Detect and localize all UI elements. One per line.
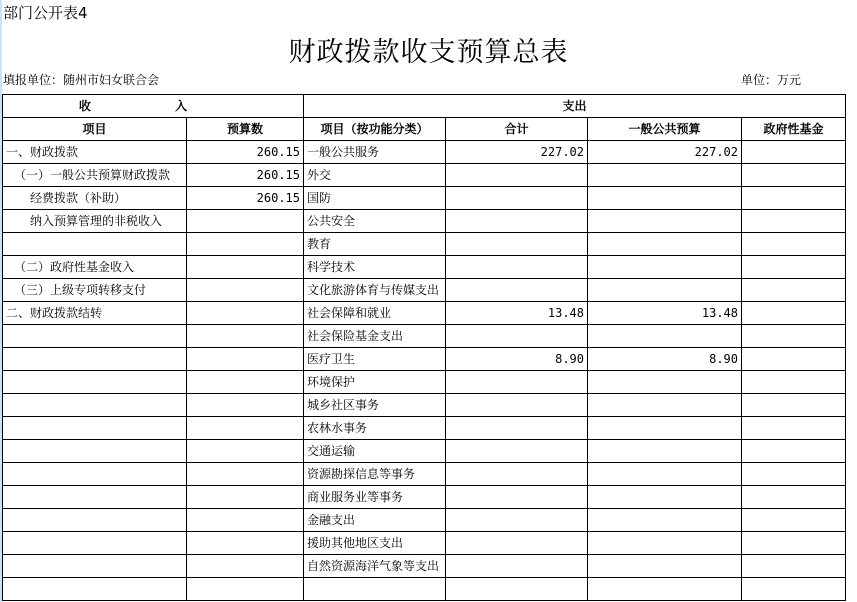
- expense-header: 支出: [304, 95, 846, 118]
- expense-fund-cell[interactable]: [742, 141, 846, 164]
- page-label: 部门公开表4: [3, 4, 88, 22]
- expense-general-cell[interactable]: [588, 279, 742, 302]
- expense-fund-cell[interactable]: [742, 233, 846, 256]
- income-item-cell[interactable]: 一、财政拨款: [3, 141, 187, 164]
- expense-general-cell[interactable]: [588, 164, 742, 187]
- expense-fund-cell[interactable]: [742, 348, 846, 371]
- expense-fund-cell[interactable]: [742, 555, 846, 578]
- col-item: 项目: [3, 118, 187, 141]
- table-row: [3, 279, 846, 302]
- table-row: [3, 325, 846, 348]
- income-item-cell[interactable]: [3, 394, 187, 417]
- expense-general-cell[interactable]: [588, 417, 742, 440]
- expense-total-cell[interactable]: [446, 463, 588, 486]
- income-budget-cell[interactable]: [187, 532, 304, 555]
- income-budget-cell[interactable]: [187, 509, 304, 532]
- expense-fund-cell[interactable]: [742, 210, 846, 233]
- expense-general-cell[interactable]: [588, 394, 742, 417]
- income-budget-cell[interactable]: 260.15: [187, 164, 304, 187]
- currency-unit: 单位：万元: [741, 73, 802, 87]
- expense-fund-cell[interactable]: [742, 187, 846, 210]
- income-budget-cell[interactable]: [187, 417, 304, 440]
- expense-total-cell[interactable]: [446, 233, 588, 256]
- income-budget-cell[interactable]: [187, 463, 304, 486]
- expense-item-cell[interactable]: 国防: [304, 187, 446, 210]
- expense-item-cell[interactable]: 科学技术: [304, 256, 446, 279]
- expense-fund-cell[interactable]: [742, 463, 846, 486]
- expense-total-cell[interactable]: [446, 417, 588, 440]
- expense-total-cell[interactable]: 8.90: [446, 348, 588, 371]
- table-row: [3, 486, 846, 509]
- expense-general-cell[interactable]: [588, 578, 742, 601]
- expense-item-cell[interactable]: 外交: [304, 164, 446, 187]
- budget-table: [2, 94, 846, 601]
- income-budget-cell[interactable]: [187, 486, 304, 509]
- expense-general-cell[interactable]: 13.48: [588, 302, 742, 325]
- expense-total-cell[interactable]: [446, 279, 588, 302]
- expense-total-cell[interactable]: [446, 532, 588, 555]
- income-item-cell[interactable]: [3, 578, 187, 601]
- expense-item-cell[interactable]: 农林水事务: [304, 417, 446, 440]
- income-item-cell[interactable]: 经费拨款（补助）: [3, 187, 187, 210]
- report-title: 财政拨款收支预算总表: [288, 37, 569, 68]
- income-item-cell[interactable]: [3, 555, 187, 578]
- expense-item-cell[interactable]: 自然资源海洋气象等支出: [304, 555, 446, 578]
- expense-total-cell[interactable]: 227.02: [446, 141, 588, 164]
- expense-general-cell[interactable]: [588, 555, 742, 578]
- income-budget-cell[interactable]: 260.15: [187, 187, 304, 210]
- expense-total-cell[interactable]: [446, 325, 588, 348]
- col-general-budget: 一般公共预算: [588, 118, 742, 141]
- table-row: [3, 417, 846, 440]
- table-row: [3, 555, 846, 578]
- income-item-cell[interactable]: （二）政府性基金收入: [3, 256, 187, 279]
- expense-general-cell[interactable]: [588, 486, 742, 509]
- table-row: [3, 256, 846, 279]
- expense-total-cell[interactable]: [446, 371, 588, 394]
- table-row: [3, 463, 846, 486]
- expense-item-cell[interactable]: 城乡社区事务: [304, 394, 446, 417]
- income-budget-cell[interactable]: [187, 440, 304, 463]
- col-fund: 政府性基金: [742, 118, 846, 141]
- income-budget-cell[interactable]: [187, 325, 304, 348]
- expense-item-cell[interactable]: 商业服务业等事务: [304, 486, 446, 509]
- expense-fund-cell[interactable]: [742, 164, 846, 187]
- table-row: [3, 394, 846, 417]
- expense-fund-cell[interactable]: [742, 256, 846, 279]
- expense-fund-cell[interactable]: [742, 532, 846, 555]
- expense-item-cell[interactable]: 资源勘探信息等事务: [304, 463, 446, 486]
- income-item-cell[interactable]: 纳入预算管理的非税收入: [3, 210, 187, 233]
- table-row: [3, 302, 846, 325]
- col-budget: 预算数: [187, 118, 304, 141]
- expense-total-cell[interactable]: [446, 555, 588, 578]
- expense-fund-cell[interactable]: [742, 279, 846, 302]
- income-item-cell[interactable]: [3, 532, 187, 555]
- expense-fund-cell[interactable]: [742, 578, 846, 601]
- expense-fund-cell[interactable]: [742, 371, 846, 394]
- col-total: 合计: [446, 118, 588, 141]
- expense-total-cell[interactable]: [446, 164, 588, 187]
- income-budget-cell[interactable]: [187, 578, 304, 601]
- expense-fund-cell[interactable]: [742, 325, 846, 348]
- income-budget-cell[interactable]: [187, 233, 304, 256]
- income-item-cell[interactable]: （三）上级专项转移支付: [3, 279, 187, 302]
- expense-general-cell[interactable]: [588, 463, 742, 486]
- income-budget-cell[interactable]: [187, 371, 304, 394]
- expense-total-cell[interactable]: [446, 440, 588, 463]
- income-budget-cell[interactable]: [187, 256, 304, 279]
- income-item-cell[interactable]: [3, 417, 187, 440]
- expense-item-cell[interactable]: 交通运输: [304, 440, 446, 463]
- expense-total-cell[interactable]: [446, 187, 588, 210]
- expense-total-cell[interactable]: [446, 210, 588, 233]
- expense-fund-cell[interactable]: [742, 394, 846, 417]
- income-item-cell[interactable]: [3, 371, 187, 394]
- expense-general-cell[interactable]: [588, 532, 742, 555]
- expense-general-cell[interactable]: 8.90: [588, 348, 742, 371]
- header-row-1: [3, 95, 846, 118]
- expense-item-cell[interactable]: 社会保险基金支出: [304, 325, 446, 348]
- income-budget-cell[interactable]: 260.15: [187, 141, 304, 164]
- expense-item-cell[interactable]: 文化旅游体育与传媒支出: [304, 279, 446, 302]
- income-item-cell[interactable]: [3, 325, 187, 348]
- expense-fund-cell[interactable]: [742, 486, 846, 509]
- income-budget-cell[interactable]: [187, 555, 304, 578]
- income-item-cell[interactable]: [3, 509, 187, 532]
- expense-total-cell[interactable]: [446, 394, 588, 417]
- expense-item-cell[interactable]: 公共安全: [304, 210, 446, 233]
- expense-item-cell[interactable]: 教育: [304, 233, 446, 256]
- table-row: [3, 233, 846, 256]
- income-item-cell[interactable]: [3, 348, 187, 371]
- expense-general-cell[interactable]: [588, 440, 742, 463]
- income-header: 收 入: [3, 95, 304, 118]
- income-item-cell[interactable]: 二、财政拨款结转: [3, 302, 187, 325]
- expense-general-cell[interactable]: [588, 371, 742, 394]
- expense-item-cell[interactable]: 医疗卫生: [304, 348, 446, 371]
- reporting-unit: 填报单位：随州市妇女联合会: [3, 73, 160, 87]
- expense-item-cell[interactable]: 金融支出: [304, 509, 446, 532]
- income-budget-cell[interactable]: [187, 302, 304, 325]
- expense-general-cell[interactable]: [588, 187, 742, 210]
- table-row: [3, 348, 846, 371]
- income-budget-cell[interactable]: [187, 279, 304, 302]
- expense-general-cell[interactable]: [588, 509, 742, 532]
- table-row: [3, 440, 846, 463]
- expense-fund-cell[interactable]: [742, 440, 846, 463]
- expense-total-cell[interactable]: [446, 256, 588, 279]
- expense-fund-cell[interactable]: [742, 509, 846, 532]
- expense-item-cell[interactable]: 援助其他地区支出: [304, 532, 446, 555]
- expense-fund-cell[interactable]: [742, 302, 846, 325]
- income-item-cell[interactable]: （一）一般公共预算财政拨款: [3, 164, 187, 187]
- expense-general-cell[interactable]: [588, 233, 742, 256]
- income-item-cell[interactable]: [3, 440, 187, 463]
- expense-total-cell[interactable]: [446, 509, 588, 532]
- col-item-func: 项目（按功能分类）: [304, 118, 446, 141]
- income-item-cell[interactable]: [3, 233, 187, 256]
- income-budget-cell[interactable]: [187, 348, 304, 371]
- income-budget-cell[interactable]: [187, 210, 304, 233]
- expense-total-cell[interactable]: [446, 486, 588, 509]
- income-item-cell[interactable]: [3, 486, 187, 509]
- income-item-cell[interactable]: [3, 463, 187, 486]
- expense-general-cell[interactable]: [588, 210, 742, 233]
- table-row: [3, 164, 846, 187]
- table-row: [3, 210, 846, 233]
- expense-item-cell[interactable]: 一般公共服务: [304, 141, 446, 164]
- expense-fund-cell[interactable]: [742, 417, 846, 440]
- table-row: [3, 141, 846, 164]
- expense-general-cell[interactable]: [588, 256, 742, 279]
- header-row-2: [3, 118, 846, 141]
- expense-general-cell[interactable]: [588, 325, 742, 348]
- table-row: [3, 532, 846, 555]
- expense-total-cell[interactable]: 13.48: [446, 302, 588, 325]
- table-row: [3, 509, 846, 532]
- expense-item-cell[interactable]: 环境保护: [304, 371, 446, 394]
- expense-total-cell[interactable]: [446, 578, 588, 601]
- table-row: [3, 371, 846, 394]
- table-row: [3, 578, 846, 601]
- income-budget-cell[interactable]: [187, 394, 304, 417]
- expense-item-cell[interactable]: 社会保障和就业: [304, 302, 446, 325]
- table-row: [3, 187, 846, 210]
- expense-item-cell[interactable]: [304, 578, 446, 601]
- expense-general-cell[interactable]: 227.02: [588, 141, 742, 164]
